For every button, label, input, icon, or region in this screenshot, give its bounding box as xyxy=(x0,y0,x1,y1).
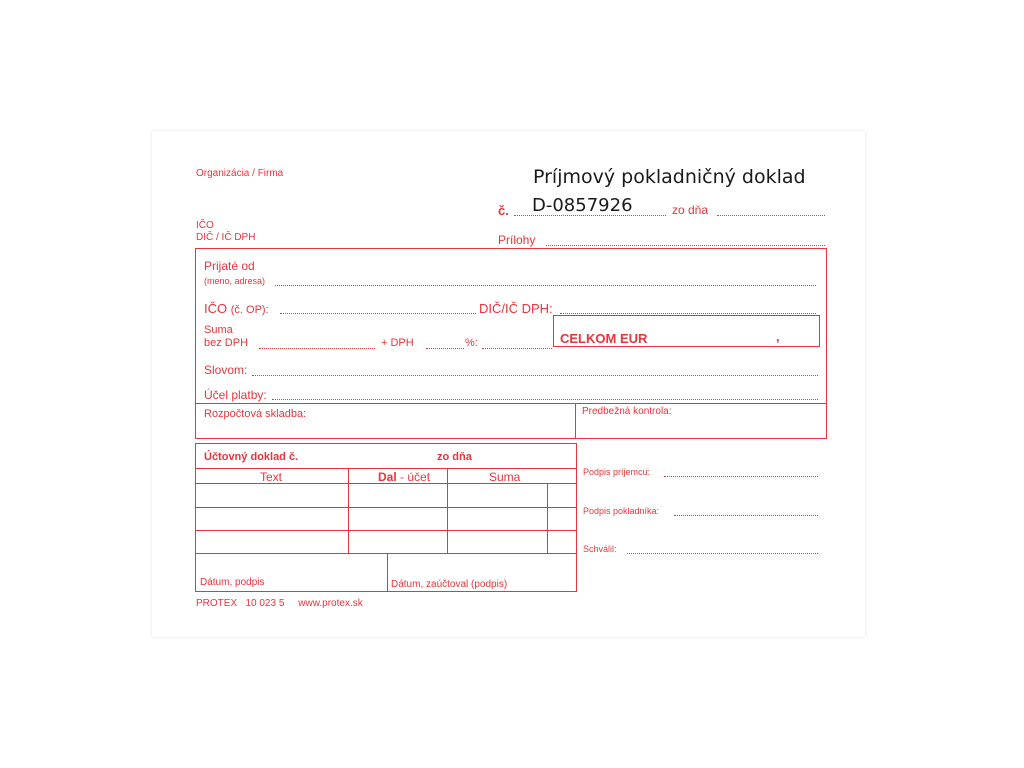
footer-col-divider xyxy=(387,553,388,592)
total-label: CELKOM EUR xyxy=(560,331,648,346)
accounting-box xyxy=(195,443,577,592)
table-row-3-bottom xyxy=(195,553,577,554)
sum-label: Suma xyxy=(204,324,233,336)
accounting-date-label: zo dňa xyxy=(437,451,472,463)
total-comma: , xyxy=(776,329,780,344)
words-line xyxy=(252,375,818,376)
sum-line xyxy=(259,348,375,349)
dic-dph-label: DIČ/IČ DPH: xyxy=(479,301,553,316)
words-label: Slovom: xyxy=(204,363,248,377)
header-date-label: zo dňa xyxy=(672,203,709,217)
percent-line xyxy=(482,348,552,349)
accounting-doc-label: Účtovný doklad č. xyxy=(204,451,299,463)
table-row-1-bottom xyxy=(195,507,577,508)
col-sum-header: Suma xyxy=(489,470,521,484)
ico-op-sub: (č. OP): xyxy=(230,304,269,316)
ico-op-line xyxy=(280,313,476,314)
doc-number: D-0857926 xyxy=(532,195,633,216)
budget-vdivider xyxy=(575,403,576,439)
approved-line xyxy=(627,553,818,554)
table-header-top xyxy=(195,468,577,469)
dic-dph-line xyxy=(560,313,816,314)
attachments-line xyxy=(546,245,825,246)
received-from-hint: (meno, adresa) xyxy=(204,276,266,286)
cashier-signature-line xyxy=(674,515,818,516)
org-label: Organizácia / Firma xyxy=(196,168,284,179)
dic-label: DIČ / IČ DPH xyxy=(196,232,256,243)
date-sign-label: Dátum, podpis xyxy=(200,577,265,588)
received-from-label: Prijaté od xyxy=(204,259,255,273)
col-divider-1 xyxy=(348,468,349,553)
sum-sub-label: bez DPH xyxy=(204,337,249,349)
percent-label: %: xyxy=(465,337,478,349)
purpose-line xyxy=(272,399,818,400)
header-date-line xyxy=(717,215,825,216)
plus-dph-label: + DPH xyxy=(381,337,414,349)
col-account-header xyxy=(378,470,430,484)
ico-label: IČO xyxy=(196,220,214,231)
col-text-header: Text xyxy=(260,470,283,484)
receiver-signature-line xyxy=(664,476,818,477)
approved-label: Schválil: xyxy=(583,544,617,554)
precheck-label: Predbežná kontrola: xyxy=(582,406,672,417)
purpose-label: Účel platby: xyxy=(204,388,267,402)
col-account-rest: - účet xyxy=(396,470,431,484)
receiver-signature-label: Podpis príjemcu: xyxy=(583,467,651,477)
col-account-bold: Dal xyxy=(378,470,397,484)
table-row-2-bottom xyxy=(195,530,577,531)
date-posted-label: Dátum, zaúčtoval (podpis) xyxy=(391,579,508,590)
budget-label: Rozpočtová skladba: xyxy=(204,408,307,420)
cashier-signature-label: Podpis pokladníka: xyxy=(583,506,660,516)
ico-op-main: IČO xyxy=(204,301,228,316)
ico-op-label xyxy=(204,301,269,316)
col-divider-3 xyxy=(547,483,548,553)
budget-divider xyxy=(195,403,827,404)
doc-title: Príjmový pokladničný doklad xyxy=(533,166,806,188)
attachments-label: Prílohy xyxy=(498,233,536,247)
receipt-form xyxy=(152,131,865,637)
col-divider-2 xyxy=(447,468,448,553)
footer-text: PROTEX 10 023 5 www.protex.sk xyxy=(196,598,363,609)
dph-line xyxy=(426,348,464,349)
received-from-line xyxy=(275,285,816,286)
number-prefix: č. xyxy=(498,203,509,218)
